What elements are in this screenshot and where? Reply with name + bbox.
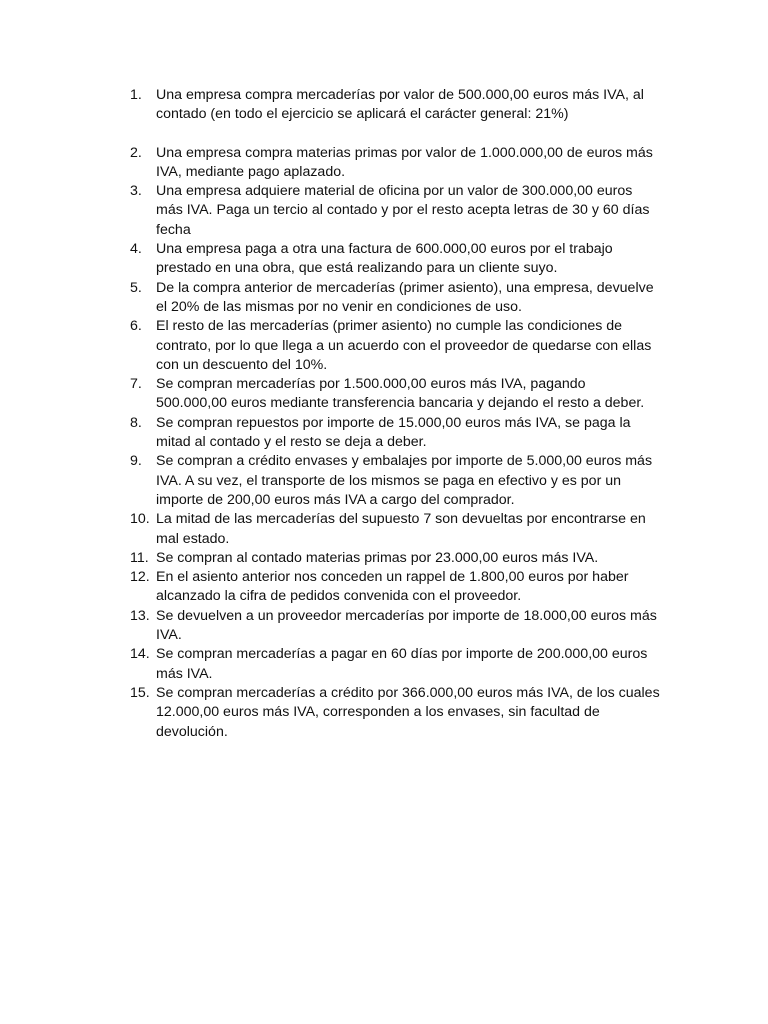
item-number: 11.	[130, 549, 149, 566]
item-text: Se compran al contado materias primas por 23.000,00 euros más IVA.	[156, 549, 599, 566]
item-number: 10.	[130, 511, 150, 528]
item-text: Se devuelven a un proveedor mercaderías por importe de 18.000,00 euros más IVA.	[156, 607, 657, 644]
list-item	[130, 684, 660, 742]
item-number: 3.	[130, 183, 142, 200]
item-number: 6.	[130, 318, 142, 335]
item-number: 8.	[130, 414, 142, 431]
item-number: 9.	[130, 453, 142, 470]
list-item	[130, 375, 660, 414]
list-item	[130, 510, 660, 549]
list-item	[130, 86, 660, 125]
item-text: En el asiento anterior nos conceden un rappel de 1.800,00 euros por haber alcanzado la cifra de pedidos convenida con el proveedor.	[156, 569, 629, 605]
item-text: Se compran repuestos por importe de 15.000,00 euros más IVA, se paga la mitad al contado y el resto se deja a deber.	[156, 414, 631, 451]
item-text: Se compran mercaderías a pagar en 60 días por importe de 200.000,00 euros más IVA.	[156, 646, 648, 682]
item-text: La mitad de las mercaderías del supuesto 7 son devueltas por encontrarse en mal estado.	[156, 511, 646, 547]
list-item	[130, 240, 660, 279]
list-item	[130, 568, 660, 607]
list-item	[130, 182, 660, 240]
list-item	[130, 645, 660, 684]
item-text: De la compra anterior de mercaderías (primer asiento), una empresa, devuelve el 20% de las mismas por no venir en condiciones de uso.	[156, 279, 654, 315]
item-text: Se compran mercaderías por 1.500.000,00 euros más IVA, pagando 500.000,00 euros mediante transferencia bancaria y dejando el resto a deber.	[156, 376, 645, 412]
list-item	[130, 452, 660, 510]
exercise-list	[130, 86, 660, 742]
item-number: 7.	[130, 376, 142, 393]
item-text: Una empresa compra mercaderías por valor de 500.000,00 euros más IVA, al contado (en todo el ejercicio se aplicará el carácter general: 21%)	[156, 87, 644, 123]
list-item	[130, 549, 660, 568]
item-number: 5.	[130, 279, 142, 296]
list-item	[130, 279, 660, 318]
item-text: Una empresa compra materias primas por valor de 1.000.000,00 de euros más IVA, mediante pago aplazado.	[156, 144, 653, 180]
list-item	[130, 317, 660, 375]
item-text: Se compran a crédito envases y embalajes por importe de 5.000,00 euros más IVA. A su vez, el transporte de los mismos se paga en efectivo y es por un importe de 200,00 euros más IVA a cargo del comprador.	[156, 453, 653, 508]
list-item	[130, 144, 660, 183]
item-number: 1.	[130, 87, 142, 103]
item-text: Una empresa adquiere material de oficina por un valor de 300.000,00 euros más IVA. Paga un tercio al contado y por el resto acepta letras de 30 y 60 días fecha	[156, 183, 650, 238]
item-text: Se compran mercaderías a crédito por 366.000,00 euros más IVA, de los cuales 12.000,00 euros más IVA, corresponden a los envases, sin facultad de devolución.	[156, 684, 660, 740]
item-number: 13.	[130, 607, 150, 624]
item-number: 12.	[130, 569, 150, 586]
item-text: Una empresa paga a otra una factura de 600.000,00 euros por el trabajo prestado en una obra, que está realizando para un cliente suyo.	[156, 241, 613, 277]
item-number: 2.	[130, 144, 142, 161]
item-number: 14.	[130, 646, 150, 663]
item-number: 4.	[130, 241, 142, 258]
list-item	[130, 607, 660, 646]
list-item	[130, 414, 660, 453]
item-text: El resto de las mercaderías (primer asiento) no cumple las condiciones de contrato, por lo que llega a un acuerdo con el proveedor de quedarse con ellas con un descuento del 10%.	[156, 318, 652, 373]
item-number: 15.	[130, 684, 150, 701]
